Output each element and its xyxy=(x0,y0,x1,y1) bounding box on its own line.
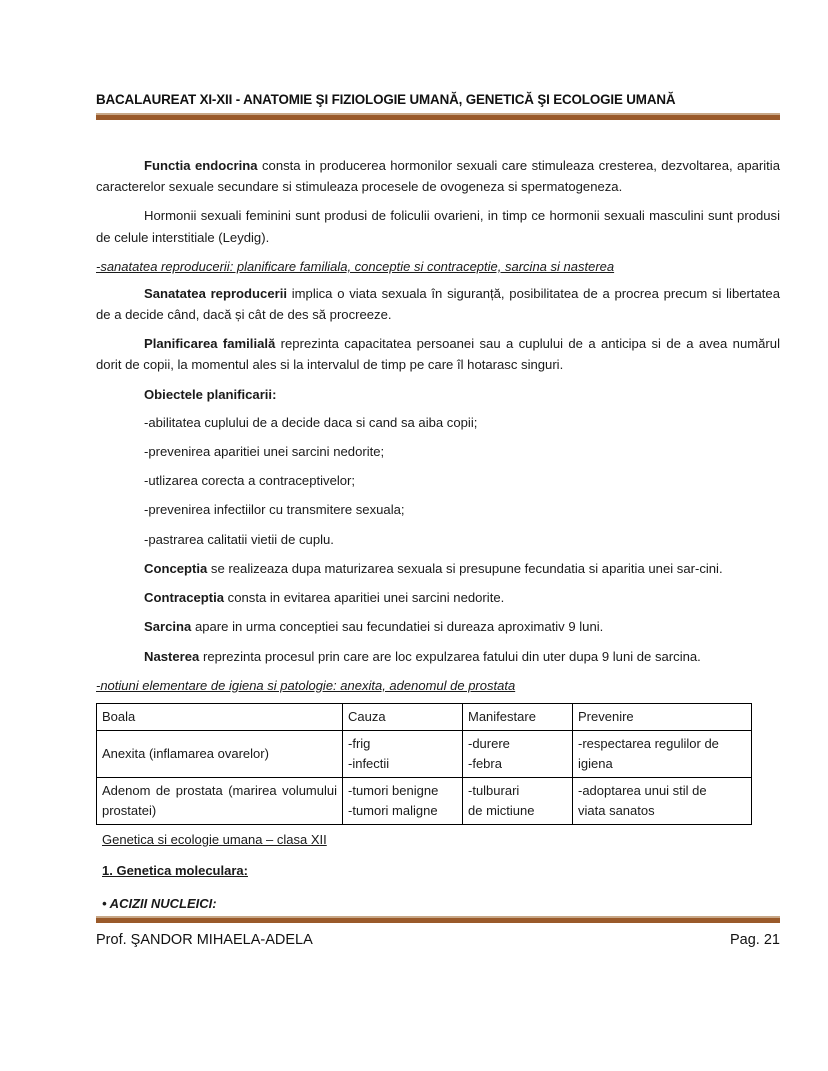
list-item-objective-1: -abilitatea cuplului de a decide daca si cand sa aiba copii; xyxy=(144,414,478,430)
table-cell-manifestare xyxy=(463,778,573,825)
paragraph-text-obiectele-planificarii: : xyxy=(272,386,277,402)
footer-row xyxy=(96,932,780,948)
paragraph-functia-endocrina xyxy=(96,155,780,197)
paragraph-conceptia xyxy=(96,558,780,579)
list-item-objective-4: -prevenirea infectiilor cu transmitere sexuala; xyxy=(144,502,405,518)
paragraph-lead-conceptia: Conceptia xyxy=(144,560,208,576)
paragraph-text-contraceptia: consta in evitarea aparitiei unei sarcini nedorite. xyxy=(224,590,505,606)
list-item-objective-2: -prevenirea aparitiei unei sarcini nedorite; xyxy=(144,444,385,460)
cell-line: -respectarea regulilor de xyxy=(578,736,719,752)
paragraph-sarcina xyxy=(96,616,780,637)
table-cell-cauza xyxy=(343,731,463,778)
cell-line: -durere xyxy=(468,736,510,752)
footer-rule xyxy=(96,916,780,923)
paragraph-text-sarcina: apare in urma conceptiei sau fecundatiei si dureaza aproximativ 9 luni. xyxy=(191,619,604,635)
table-header-cauza: Cauza xyxy=(343,703,463,731)
paragraph-hormonii-sexuali: Hormonii sexuali feminini sunt produsi de foliculii ovarieni, in timp ce hormonii sexuali masculini sunt produsi de celule interstitiale (Leydig). xyxy=(96,208,780,245)
cell-line: -tulburari xyxy=(468,783,520,799)
subheading-sanatatea-reproducerii: -sanatatea reproducerii: planificare familiala, conceptie si contraceptie, sarcina si nasterea xyxy=(96,258,615,274)
paragraph-sanatatea-reproducerii xyxy=(96,283,780,325)
table-cell-prevenire xyxy=(573,731,752,778)
table-cell-manifestare xyxy=(463,731,573,778)
table-header-prevenire: Prevenire xyxy=(573,703,752,731)
paragraph-lead-contraceptia: Contraceptia xyxy=(144,590,225,606)
table-cell-boala: Anexita (inflamarea ovarelor) xyxy=(97,731,343,778)
table-row xyxy=(97,778,752,825)
page-header xyxy=(96,92,780,120)
table-cell-cauza xyxy=(343,778,463,825)
paragraph-lead-nasterea: Nasterea xyxy=(144,648,200,664)
table-header-row xyxy=(97,703,752,731)
page-footer xyxy=(96,916,780,948)
paragraph-text-nasterea: reprezinta procesul prin care are loc expulzarea fatului din uter dupa 9 luni de sarcina. xyxy=(199,648,701,664)
pathology-table xyxy=(96,703,752,826)
table-header-manifestare: Manifestare xyxy=(463,703,573,731)
paragraph-planificarea-familiala xyxy=(96,333,780,375)
cell-line: viata sanatos xyxy=(578,802,655,818)
section-heading-genetica-moleculara: 1. Genetica moleculara: xyxy=(102,863,248,879)
bullet-acizii-nucleici: • ACIZII NUCLEICI: xyxy=(102,896,217,912)
cell-line: -infectii xyxy=(348,755,390,771)
paragraph-obiectele-planificarii xyxy=(96,384,780,405)
cell-line: de mictiune xyxy=(468,802,535,818)
cell-line: -febra xyxy=(468,755,502,771)
footer-page-number: Pag. 21 xyxy=(730,932,780,948)
footer-author: Prof. ŞANDOR MIHAELA-ADELA xyxy=(96,932,313,948)
table-cell-boala: Adenom de prostata (marirea volumului prostatei) xyxy=(97,778,343,825)
subheading-notiuni-igiena: -notiuni elementare de igiena si patologie: anexita, adenomul de prostata xyxy=(96,677,516,693)
cell-line: igiena xyxy=(578,755,613,771)
paragraph-text-planificarea-familiala: reprezinta capacitatea persoanei sau a cuplului de a anticipa si de a avea numărul dorit de copii, la momentul ales si la intervalul de timp pe care îl hotarasc singuri. xyxy=(96,336,780,373)
paragraph-lead-obiectele-planificarii: Obiectele planificarii xyxy=(144,386,273,402)
post-table-section xyxy=(96,829,780,914)
list-item-objective-3: -utlizarea corecta a contraceptivelor; xyxy=(144,473,356,489)
paragraph-lead-sarcina: Sarcina xyxy=(144,619,192,635)
pathology-table-wrapper xyxy=(96,703,751,826)
paragraph-contraceptia xyxy=(96,587,780,608)
paragraph-text-conceptia: se realizeaza dupa maturizarea sexuala si presupune fecundatia si aparitia unei sar-cini. xyxy=(207,560,723,576)
header-title: BACALAUREAT XI-XII - ANATOMIE ŞI FIZIOLOGIE UMANĂ, GENETICĂ ŞI ECOLOGIE UMANĂ xyxy=(96,92,676,107)
list-item-objective-5: -pastrarea calitatii vietii de cuplu. xyxy=(144,531,334,547)
cell-line: -adoptarea unui stil de xyxy=(578,783,707,799)
chapter-heading-genetica: Genetica si ecologie umana – clasa XII xyxy=(102,832,327,848)
paragraph-lead-planificarea-familiala: Planificarea familială xyxy=(144,336,276,352)
paragraph-nasterea xyxy=(96,646,780,667)
cell-line: -tumori benigne xyxy=(348,783,439,799)
header-rule xyxy=(96,113,780,120)
table-header-boala: Boala xyxy=(97,703,343,731)
document-body xyxy=(96,155,780,914)
paragraph-lead-functia-endocrina: Functia endocrina xyxy=(144,158,258,173)
paragraph-text-sanatatea-reproducerii: implica o viata sexuala în siguranță, posibilitatea de a procrea precum si libertatea de a decide când, dacă și cât de des să procreeze. xyxy=(96,285,780,323)
table-cell-prevenire xyxy=(573,778,752,825)
table-row xyxy=(97,731,752,778)
paragraph-lead-sanatatea-reproducerii: Sanatatea reproducerii xyxy=(144,285,287,301)
cell-line: -tumori maligne xyxy=(348,802,438,818)
cell-line: -frig xyxy=(348,736,371,752)
paragraph-text-functia-endocrina: consta in producerea hormonilor sexuali care stimuleaza cresterea, dezvoltarea, aparitia caracterelor sexuale secundare si stimuleaza procesele de ovogeneza si spermatogeneza. xyxy=(96,158,780,195)
